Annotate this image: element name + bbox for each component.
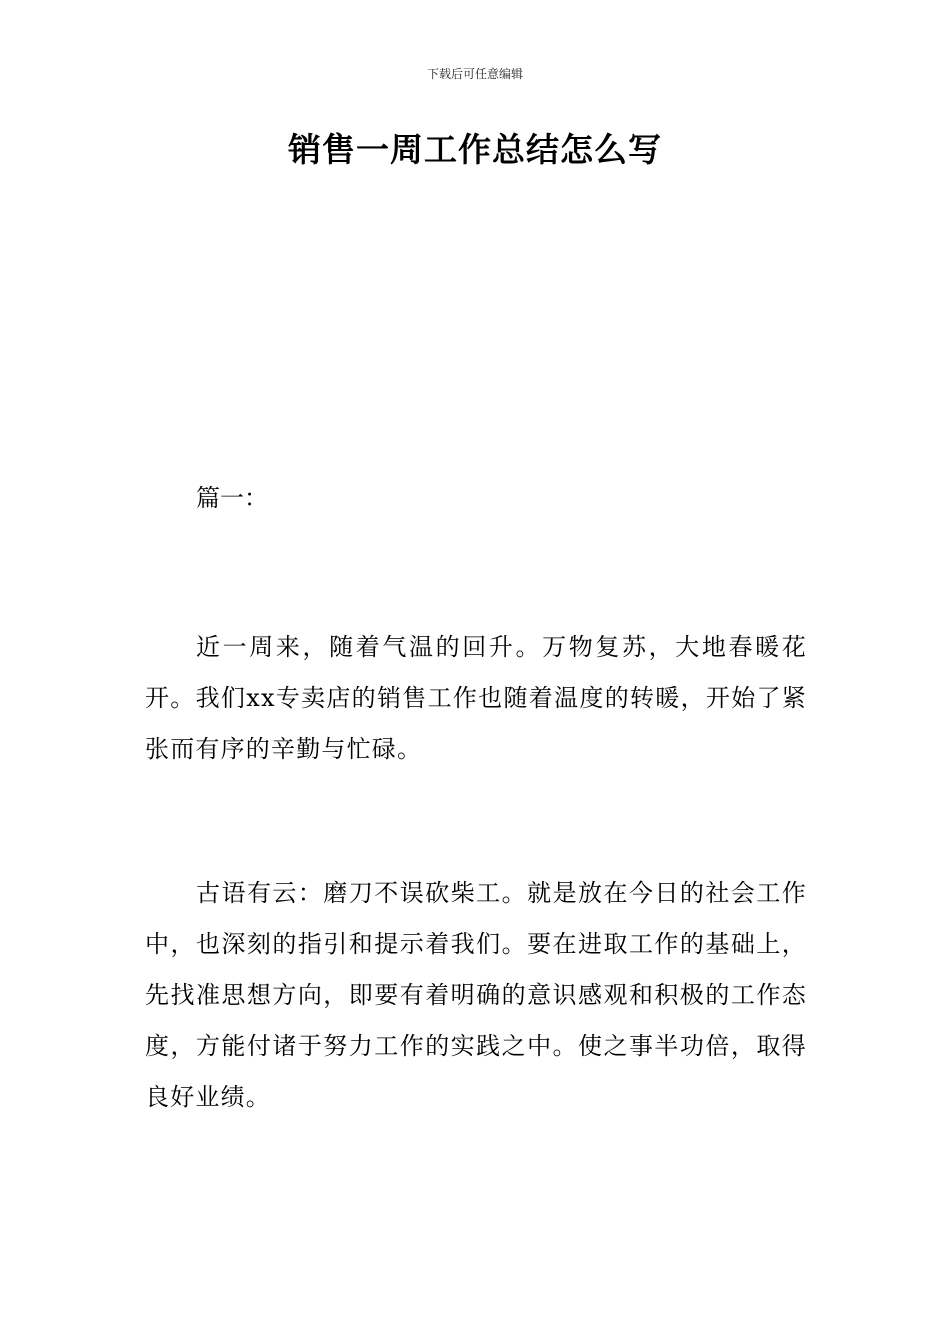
body-paragraph: 近一周来，随着气温的回升。万物复苏，大地春暖花开。我们xx专卖店的销售工作也随着温度的转暖，开始了紧张而有序的辛勤与忙碌。 — [145, 633, 807, 763]
section-label: 篇一： — [196, 484, 268, 512]
header-note: 下载后可任意编辑 — [426, 67, 523, 81]
body-paragraph: 古语有云：磨刀不误砍柴工。就是放在今日的社会工作中，也深刻的指引和提示着我们。要在进取工作的基础上，先找准思想方向，即要有着明确的意识感观和积极的工作态度，方能付诸于努力工作的实践之中。使之事半功倍，取得良好业绩。 — [145, 879, 807, 1111]
document-title: 销售一周工作总结怎么写 — [288, 130, 662, 169]
